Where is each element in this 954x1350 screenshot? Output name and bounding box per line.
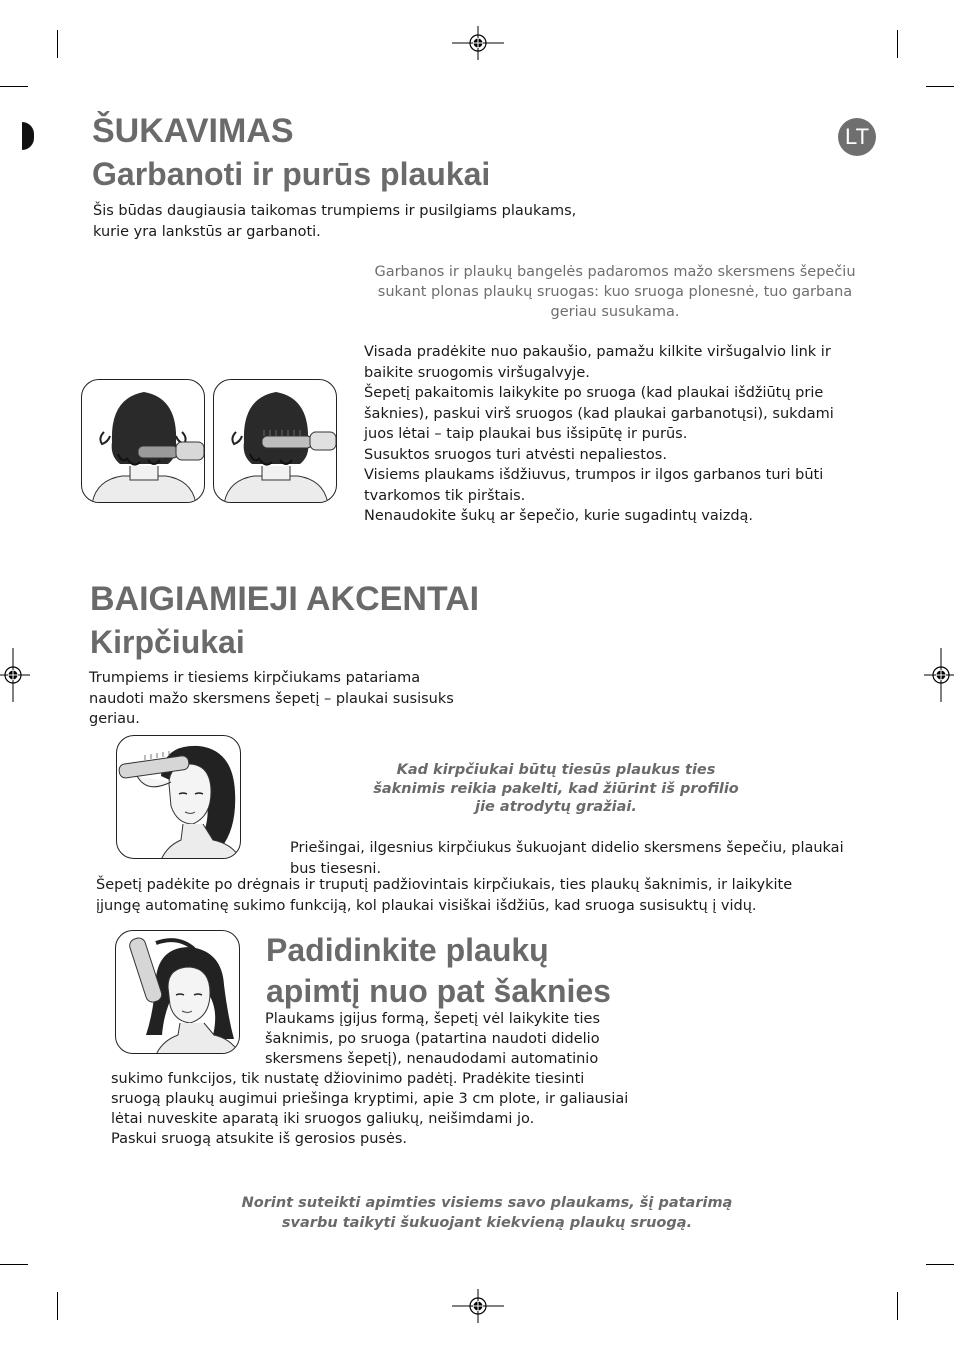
crop-mark — [926, 86, 954, 87]
registration-mark-icon — [0, 648, 30, 702]
registration-mark-icon — [452, 1289, 504, 1323]
section-title-finishing-touches: BAIGIAMIEJI AKCENTAI — [90, 580, 480, 618]
section2-bangs-tip: Kad kirpčiukai būtų tiesūs plaukus ties šaknimis reikia pakelti, kad žiūrint iš profilio jie atrodytų gražiai. — [373, 762, 739, 815]
section-subtitle-bangs: Kirpčiukai — [90, 624, 245, 660]
crop-mark — [897, 30, 898, 58]
crop-mark — [0, 86, 28, 87]
illustration-root-volume — [115, 930, 240, 1054]
crop-mark — [0, 1264, 28, 1265]
section2-auto-rotate: Šepetį padėkite po drėgnais ir truputį padžiovintais kirpčiukais, ties plaukų šaknimis, ir laikykite įjungę automatinę sukimo funkciją, kol plaukai visiškai išdžiūs, kad sruoga susisuktų į vidų. — [96, 877, 793, 914]
page-edge-tab — [22, 122, 34, 150]
language-badge: LT — [838, 118, 876, 156]
section3-title: Padidinkite plaukų apimtį nuo pat šaknies — [266, 932, 611, 1009]
hair-back-brush-under-icon — [82, 380, 205, 503]
section2-long-bangs: Priešingai, ilgesnius kirpčiukus šukuojant didelio skersmens šepečiu, plaukai bus tiesesni. — [290, 840, 844, 877]
crop-mark — [897, 1292, 898, 1320]
illustration-brush-under-strand — [81, 379, 205, 503]
section-title-sukavimas: ŠUKAVIMAS — [92, 112, 294, 150]
section-subtitle-curly-hair: Garbanoti ir purūs plaukai — [92, 156, 491, 192]
hair-back-brush-over-icon — [214, 380, 337, 503]
illustration-styling-bangs — [116, 735, 241, 859]
section1-curls-note: Garbanos ir plaukų bangelės padaromos mažo skersmens šepečiu sukant plonas plaukų sruogas: kuo sruoga plonesnė, tuo garbana geriau susukama. — [374, 264, 856, 320]
section3-footer-note: Norint suteikti apimties visiems savo plaukams, šį patarimą svarbu taikyti šukuojant kiekvieną plaukų sruogą. — [241, 1195, 733, 1231]
illustration-brush-over-strand — [213, 379, 337, 503]
registration-mark-icon — [452, 26, 504, 60]
crop-mark — [57, 30, 58, 58]
woman-styling-bangs-icon — [117, 736, 241, 859]
section1-intro: Šis būdas daugiausia taikomas trumpiems ir pusilgiams plaukams, kurie yra lankstūs ar garbanoti. — [93, 203, 577, 240]
section2-intro: Trumpiems ir tiesiems kirpčiukams patariama naudoti mažo skersmens šepetį – plaukai susisuks geriau. — [89, 670, 454, 727]
section3-body-full: sukimo funkcijos, tik nustatę džiovinimo padėtį. Pradėkite tiesinti sruogą plaukų augimui priešinga kryptimi, apie 3 cm plote, ir galiausiai lėtai nuveskite aparatą iki sruogos galiukų, neišimdami jo. Paskui sruogą atsukite iš gerosios pusės. — [111, 1071, 629, 1147]
section1-instructions: Visada pradėkite nuo pakaušio, pamažu kilkite viršugalvio link ir baikite sruogomis viršugalvyje. Šepetį pakaitomis laikykite po sruoga (kad plaukai išdžiūtų prie šaknies), paskui virš sruogos (kad plaukai garbanotųsi), sukdami juos lėtai – taip plaukai bus išsipūtę ir purūs. Susuktos sruogos turi atvėsti nepaliestos. Visiems plaukams išdžiuvus, trumpos ir ilgos garbanos turi būti tvarkomos tik pirštais. Nenaudokite šukų ar šepečio, kurie sugadintų vaizdą. — [364, 344, 834, 524]
registration-mark-icon — [924, 648, 954, 702]
crop-mark — [57, 1292, 58, 1320]
crop-mark — [926, 1264, 954, 1265]
woman-root-volume-icon — [116, 931, 240, 1054]
section3-body-right: Plaukams įgijus formą, šepetį vėl laikykite ties šaknimis, po sruoga (patartina naudoti didelio skersmens šepetį), nenaudodami automatinio — [265, 1011, 601, 1067]
